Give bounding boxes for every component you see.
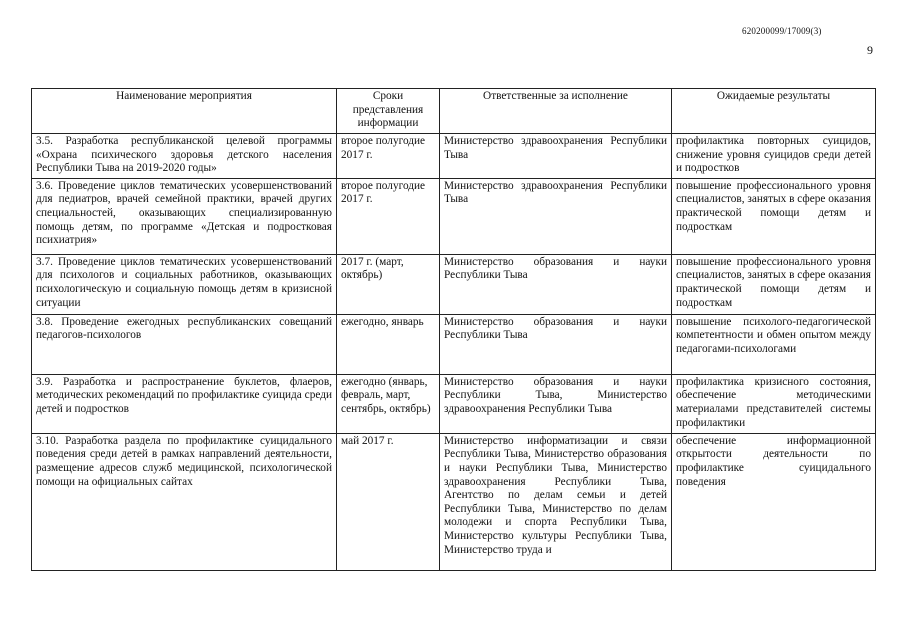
table-row <box>32 314 876 374</box>
cell-name: 3.6. Проведение циклов тематических усовершенствований для педиатров, врачей семейной практики, врачей других специальностей, оказывающих специализированную помощь детям, по программе «Детская и подростковая психиатрия» <box>32 178 337 254</box>
table-row <box>32 134 876 179</box>
cell-term: ежегодно (январь, февраль, март, сентябрь, октябрь) <box>337 374 440 433</box>
table-row <box>32 374 876 433</box>
cell-responsible: Министерство образования и науки Республики Тыва <box>440 314 672 374</box>
cell-term: второе полугодие 2017 г. <box>337 134 440 179</box>
cell-result: повышение профессионального уровня специалистов, занятых в сфере оказания практической помощи детям и подросткам <box>672 254 876 314</box>
cell-name: 3.10. Разработка раздела по профилактике суицидального поведения среди детей в рамках направлений деятельности, размещение адресов служб медицинской, психологической помощи на официальных сайтах <box>32 433 337 570</box>
cell-result: повышение психолого-педагогической компетентности и обмен опытом между педагогами-психологами <box>672 314 876 374</box>
cell-result: повышение профессионального уровня специалистов, занятых в сфере оказания практической помощи детям и подросткам <box>672 178 876 254</box>
document-code: 620200099/17009(3) <box>742 26 822 36</box>
page-number: 9 <box>867 43 873 57</box>
cell-term: второе полугодие 2017 г. <box>337 178 440 254</box>
cell-term: май 2017 г. <box>337 433 440 570</box>
cell-term: 2017 г. (март, октябрь) <box>337 254 440 314</box>
table-header-row <box>32 89 876 134</box>
cell-name: 3.7. Проведение циклов тематических усовершенствований для психологов и социальных работников, оказывающих психологическую и социальную помощь детям в кризисной ситуации <box>32 254 337 314</box>
table-row <box>32 178 876 254</box>
table-row <box>32 433 876 570</box>
cell-responsible: Министерство здравоохранения Республики Тыва <box>440 178 672 254</box>
column-header-term: Сроки представления информации <box>337 89 440 134</box>
cell-responsible: Министерство здравоохранения Республики Тыва <box>440 134 672 179</box>
column-header-responsible: Ответственные за исполнение <box>440 89 672 134</box>
cell-result: профилактика кризисного состояния, обеспечение методическими материалами представителей системы профилактики <box>672 374 876 433</box>
cell-name: 3.8. Проведение ежегодных республиканских совещаний педагогов-психологов <box>32 314 337 374</box>
cell-term: ежегодно, январь <box>337 314 440 374</box>
column-header-name: Наименование мероприятия <box>32 89 337 134</box>
cell-responsible: Министерство образования и науки Республики Тыва, Министерство здравоохранения Республики Тыва <box>440 374 672 433</box>
cell-name: 3.9. Разработка и распространение буклетов, флаеров, методических рекомендаций по профилактике суицида среди детей и подростков <box>32 374 337 433</box>
cell-responsible: Министерство информатизации и связи Республики Тыва, Министерство образования и науки Республики Тыва, Министерство здравоохранения Республики Тыва, Агентство по делам семьи и детей Республики Тыва, Министерство по делам молодежи и спорта Республики Тыва, Министерство культуры Республики Тыва, Министерство труда и <box>440 433 672 570</box>
table-row <box>32 254 876 314</box>
column-header-result: Ожидаемые результаты <box>672 89 876 134</box>
cell-result: профилактика повторных суицидов, снижение уровня суицидов среди детей и подростков <box>672 134 876 179</box>
cell-result: обеспечение информационной открытости деятельности по профилактике суицидального поведения <box>672 433 876 570</box>
action-plan-table <box>31 88 876 571</box>
cell-name: 3.5. Разработка республиканской целевой программы «Охрана психического здоровья детского населения Республики Тыва на 2019-2020 годы» <box>32 134 337 179</box>
cell-responsible: Министерство образования и науки Республики Тыва <box>440 254 672 314</box>
